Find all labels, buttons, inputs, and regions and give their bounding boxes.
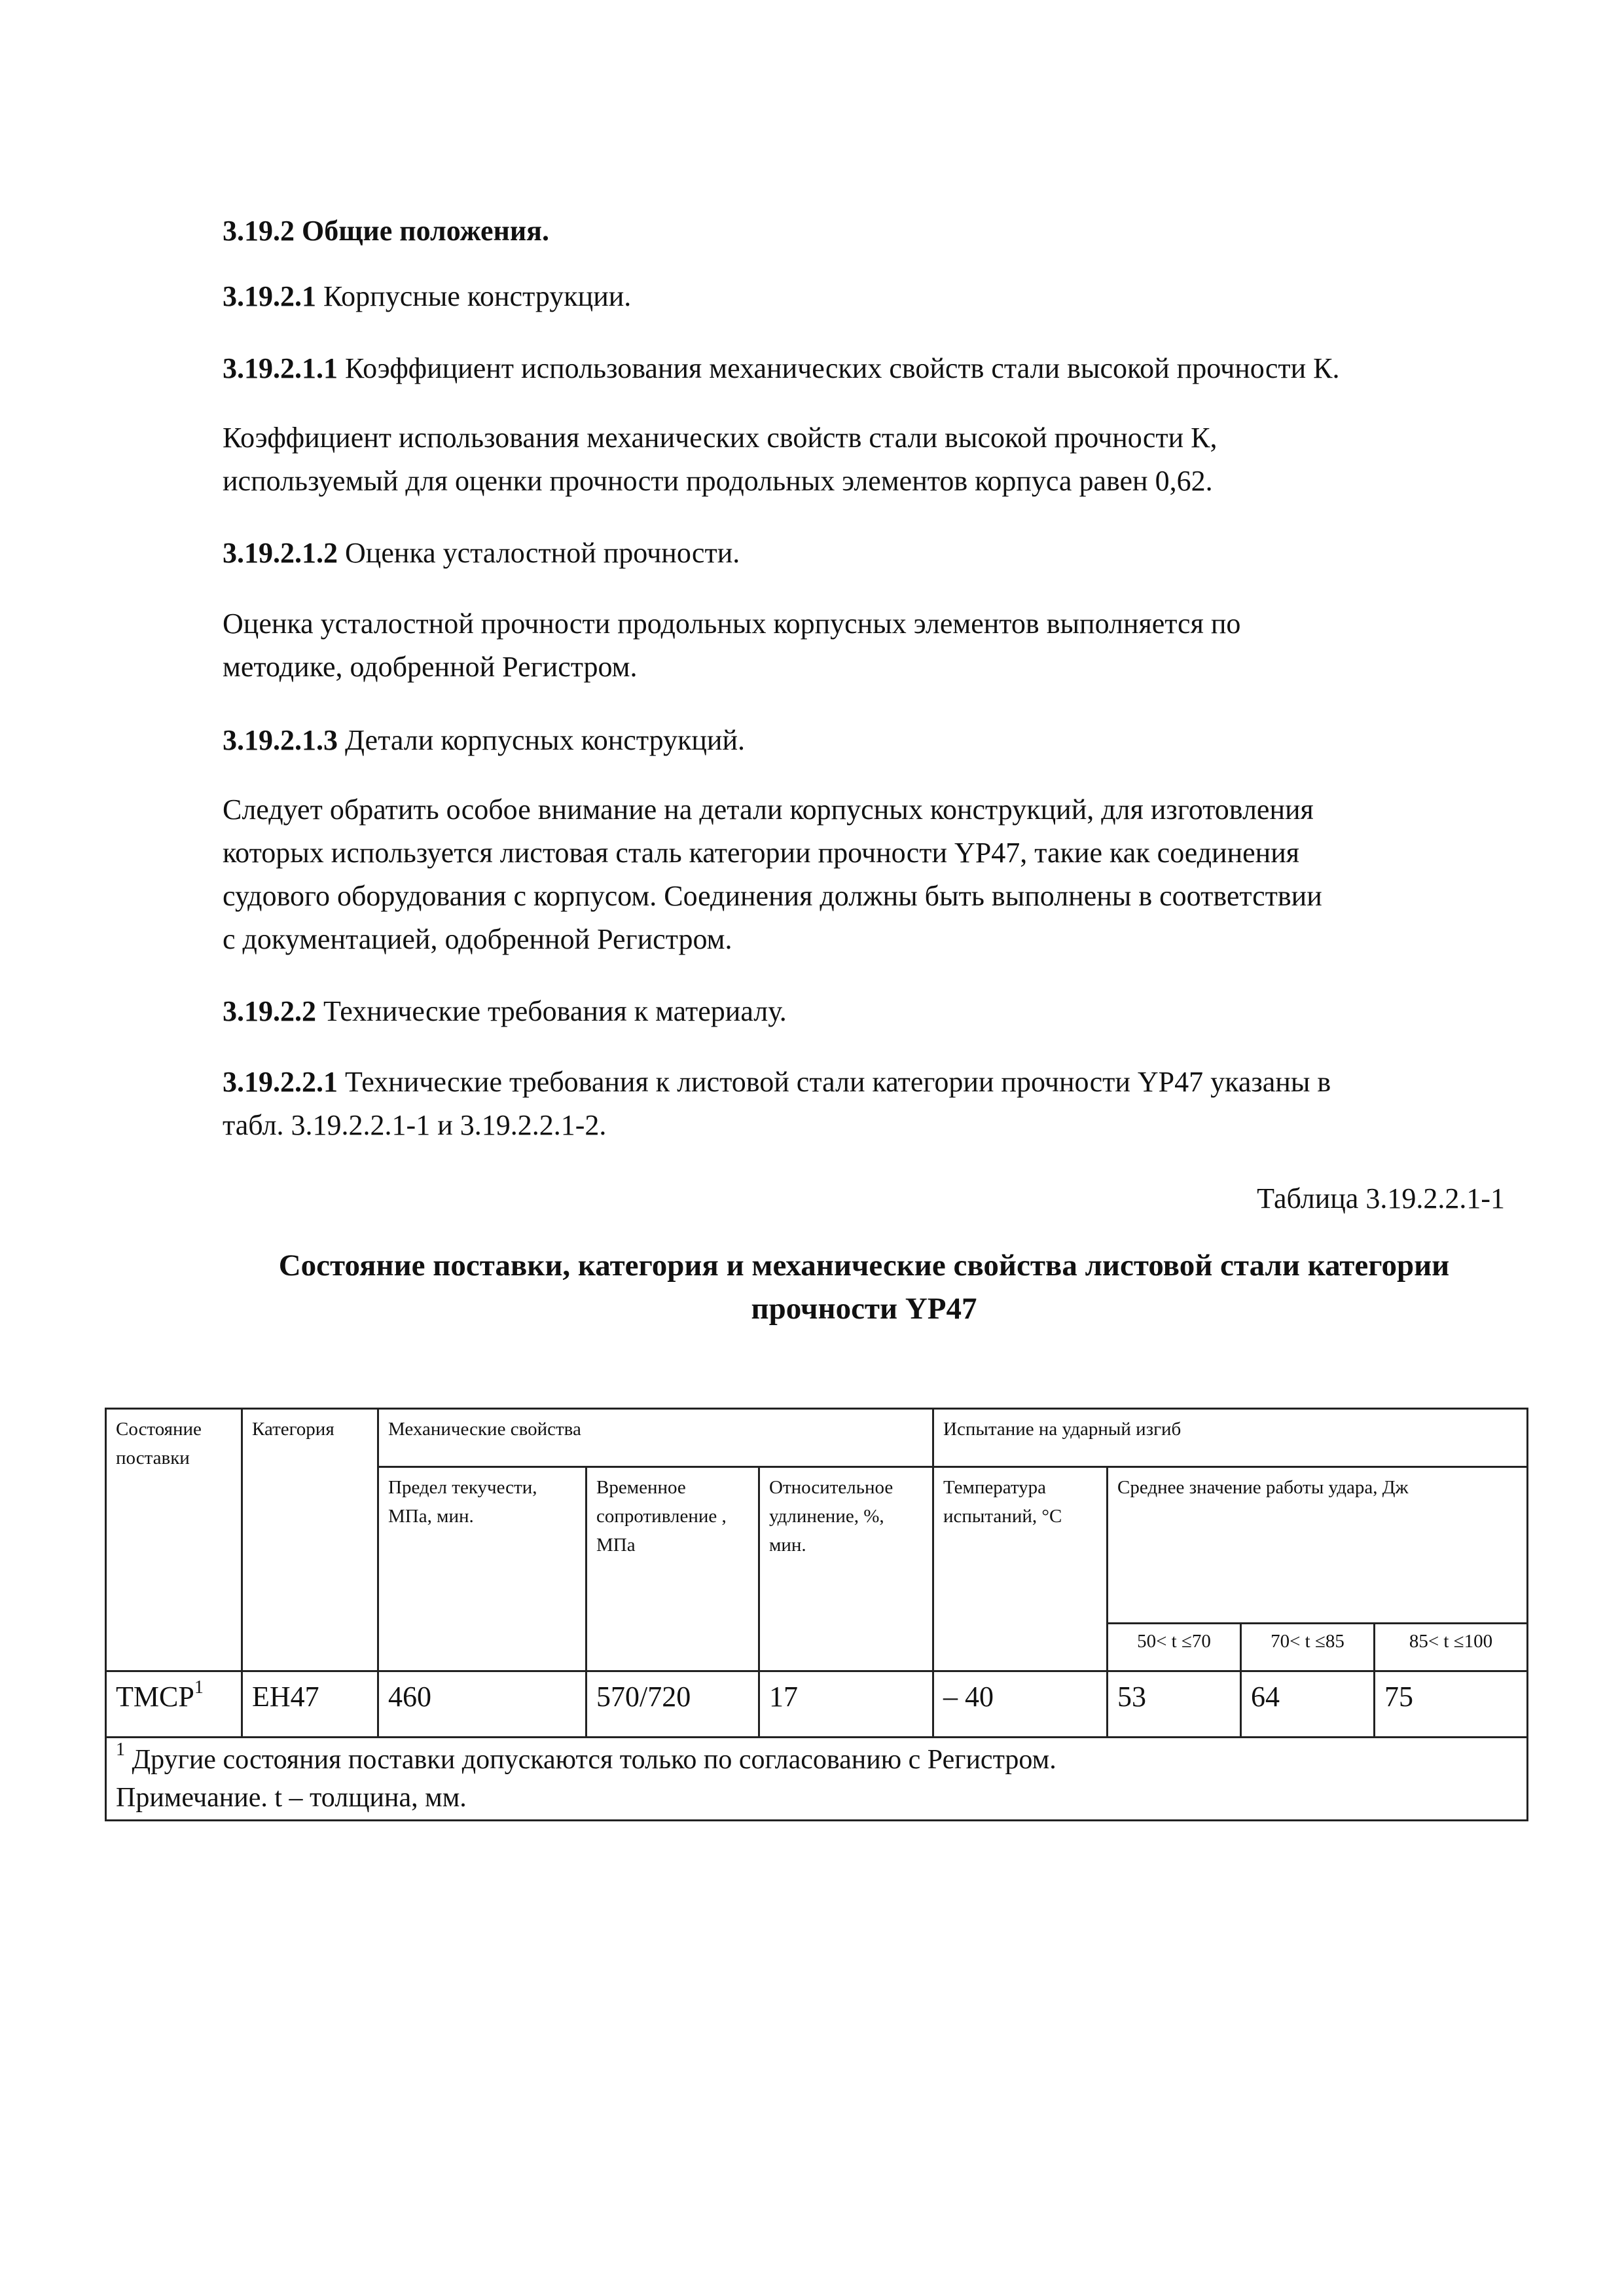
section-title: Общие положения. xyxy=(302,215,549,247)
header-thickness-3: 85< t ≤100 xyxy=(1375,1624,1528,1671)
section-number: 3.19.2.1.3 xyxy=(223,724,338,756)
header-yield: Предел текучести, МПа, мин. xyxy=(378,1467,586,1671)
header-temperature: Температура испытаний, °С xyxy=(933,1467,1108,1671)
paragraph-line: судового оборудования с корпусом. Соединения должны быть выполнены в соответствии xyxy=(223,880,1322,912)
cell-energy-3: 75 xyxy=(1375,1671,1528,1738)
section-title: Коэффициент использования механических свойств стали высокой прочности К. xyxy=(345,352,1340,384)
paragraph-line: с документацией, одобренной Регистром. xyxy=(223,923,732,955)
properties-table xyxy=(105,1408,1528,1821)
table-row xyxy=(106,1671,1528,1738)
paragraph-line: табл. 3.19.2.2.1-1 и 3.19.2.2.1-2. xyxy=(223,1109,607,1141)
section-number: 3.19.2 xyxy=(223,215,295,247)
section-title: Корпусные конструкции. xyxy=(323,280,632,312)
cell-elongation: 17 xyxy=(759,1671,933,1738)
section-number: 3.19.2.2.1 xyxy=(223,1066,338,1098)
paragraph-fatigue xyxy=(223,602,1506,689)
paragraph-text: Технические требования к листовой стали категории прочности YP47 указаны в xyxy=(345,1066,1331,1098)
cell-state-text: TMCP xyxy=(116,1681,194,1713)
cell-energy-1: 53 xyxy=(1108,1671,1241,1738)
header-thickness-2: 70< t ≤85 xyxy=(1241,1624,1375,1671)
table-label: Таблица 3.19.2.2.1-1 xyxy=(1257,1182,1505,1214)
cell-tensile: 570/720 xyxy=(586,1671,759,1738)
header-tensile: Временное сопротивление , МПа xyxy=(586,1467,759,1671)
caption-line: прочности YP47 xyxy=(751,1292,977,1326)
section-3-19-2-2-1 xyxy=(223,1061,1506,1147)
caption-line: Состояние поставки, категория и механические свойства листовой стали категории xyxy=(278,1248,1450,1283)
note-line: Примечание. t – толщина, мм. xyxy=(116,1783,467,1813)
section-number: 3.19.2.1 xyxy=(223,280,316,312)
section-title: Детали корпусных конструкций. xyxy=(345,724,746,756)
header-impact: Испытание на ударный изгиб xyxy=(933,1409,1528,1467)
cell-energy-2: 64 xyxy=(1241,1671,1375,1738)
table-footnote-row xyxy=(106,1738,1528,1821)
paragraph-coefficient xyxy=(223,416,1506,503)
section-3-19-2-1-2 xyxy=(223,532,1506,575)
paragraph-details xyxy=(223,788,1506,961)
section-3-19-2-1-3 xyxy=(223,719,1506,762)
table-header-row xyxy=(106,1409,1528,1467)
cell-state xyxy=(106,1671,242,1738)
section-3-19-2-2 xyxy=(223,990,1506,1033)
table-caption xyxy=(223,1244,1506,1330)
footnote-ref: 1 xyxy=(194,1677,204,1698)
section-title: Технические требования к материалу. xyxy=(323,995,787,1027)
header-mechanical: Механические свойства xyxy=(378,1409,933,1467)
header-category: Категория xyxy=(242,1409,378,1671)
footnote-line xyxy=(116,1741,1517,1779)
header-elongation: Относительное удлинение, %, мин. xyxy=(759,1467,933,1671)
paragraph-line: которых используется листовая сталь категории прочности YP47, такие как соединения xyxy=(223,837,1300,869)
table-footnote xyxy=(106,1738,1528,1821)
cell-yield: 460 xyxy=(378,1671,586,1738)
header-thickness-1: 50< t ≤70 xyxy=(1108,1624,1241,1671)
paragraph-line: Оценка усталостной прочности продольных корпусных элементов выполняется по xyxy=(223,608,1241,640)
paragraph-line: Следует обратить особое внимание на детали корпусных конструкций, для изготовления xyxy=(223,793,1314,826)
section-number: 3.19.2.1.1 xyxy=(223,352,338,384)
paragraph-line: используемый для оценки прочности продольных элементов корпуса равен 0,62. xyxy=(223,465,1213,497)
section-number: 3.19.2.1.2 xyxy=(223,537,338,569)
header-energy: Среднее значение работы удара, Дж xyxy=(1108,1467,1528,1624)
section-3-19-2 xyxy=(223,210,1506,253)
cell-temperature: – 40 xyxy=(933,1671,1108,1738)
section-3-19-2-1-1 xyxy=(223,347,1506,390)
section-title: Оценка усталостной прочности. xyxy=(345,537,740,569)
footnote-text: Другие состояния поставки допускаются только по согласованию с Регистром. xyxy=(132,1745,1056,1775)
section-3-19-2-1 xyxy=(223,275,1506,318)
paragraph-line: Коэффициент использования механических свойств стали высокой прочности К, xyxy=(223,422,1218,454)
cell-category: EH47 xyxy=(242,1671,378,1738)
section-number: 3.19.2.2 xyxy=(223,995,316,1027)
header-state: Состояние поставки xyxy=(106,1409,242,1671)
footnote-marker: 1 xyxy=(116,1740,125,1760)
paragraph-line: методике, одобренной Регистром. xyxy=(223,651,638,683)
paragraph-line xyxy=(223,1061,1506,1104)
